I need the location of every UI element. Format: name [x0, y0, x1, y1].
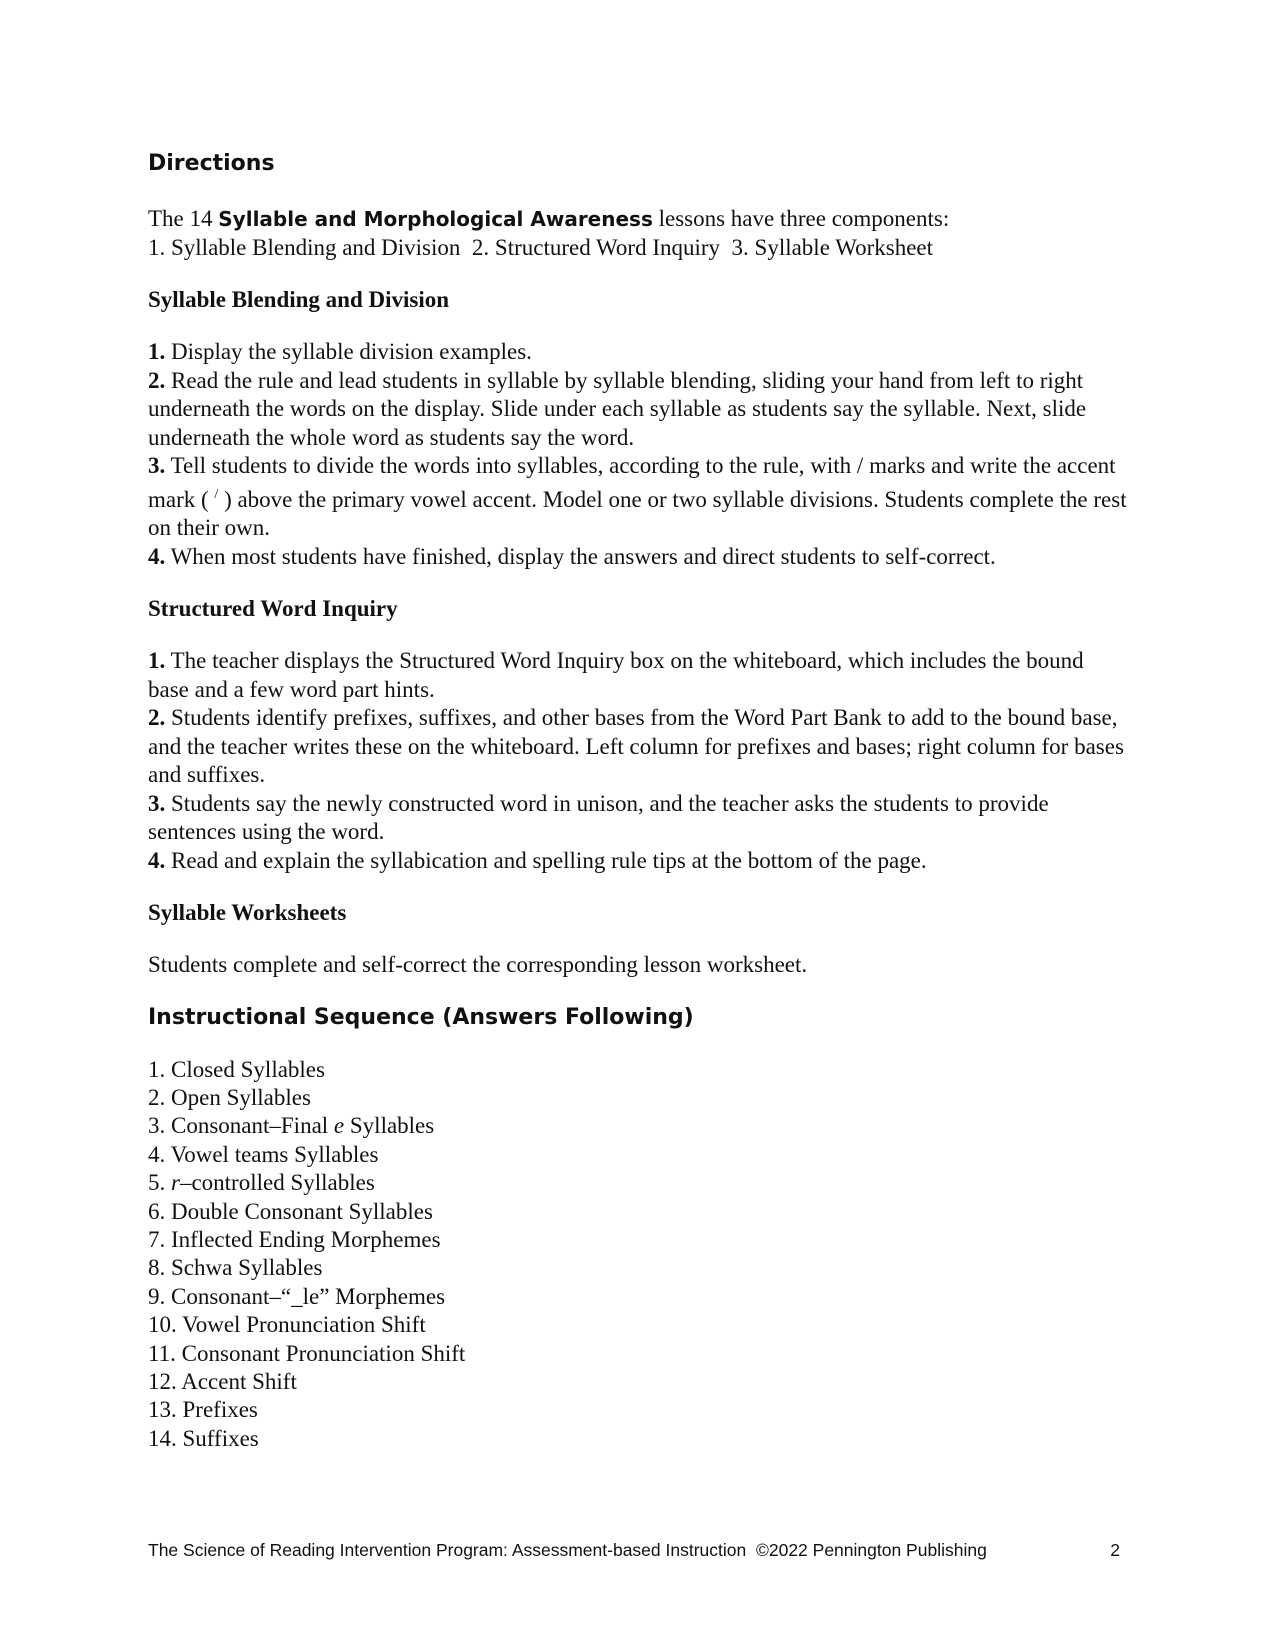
- sequence-heading: Instructional Sequence (Answers Following): [148, 1004, 694, 1030]
- step-text: The teacher displays the Structured Word Inquiry box on the whiteboard, which includes the bound base and a few word part hints.: [148, 648, 1084, 702]
- step-number: 1.: [148, 648, 166, 673]
- blending-step-1: [148, 338, 1128, 367]
- item-italic: e: [333, 1113, 345, 1139]
- item-text: –controlled Syllables: [179, 1170, 375, 1196]
- item-italic: r: [171, 1170, 180, 1196]
- list-item: [148, 1084, 1128, 1112]
- list-item: [148, 1340, 1128, 1368]
- item-text: 11. Consonant Pronunciation Shift: [148, 1340, 466, 1366]
- step-text: Read the rule and lead students in syllable by syllable blending, sliding your hand from left to right underneath the words on the display. Slide under each syllable as students say the syllable. Next, slide underneath the whole word as students say the word.: [148, 367, 1087, 450]
- item-text: 8. Schwa Syllables: [148, 1255, 323, 1281]
- directions-heading: Directions: [148, 151, 275, 176]
- item-text: 3. Consonant–Final: [148, 1113, 334, 1139]
- list-item: [148, 1169, 1128, 1197]
- list-item: [148, 1198, 1128, 1226]
- step-number: 2.: [148, 705, 166, 730]
- inquiry-step-4: [148, 847, 1128, 876]
- intro-bold-title: Syllable and Morphological Awareness: [218, 207, 653, 231]
- item-text: Syllables: [344, 1113, 435, 1139]
- item-text: 9. Consonant–“_le” Morphemes: [148, 1283, 446, 1309]
- item-text: 10. Vowel Pronunciation Shift: [148, 1312, 426, 1338]
- blending-step-2: [148, 367, 1128, 453]
- list-item: [148, 1226, 1128, 1254]
- blending-step-3: [148, 452, 1128, 543]
- page-footer: [148, 1540, 1120, 1561]
- item-text: 5.: [148, 1170, 171, 1196]
- step-text: Display the syllable division examples.: [165, 339, 532, 364]
- step-text: Students identify prefixes, suffixes, and other bases from the Word Part Bank to add to the bound base, and the teacher writes these on the whiteboard. Left column for prefixes and bases; right column for bases and suffixes.: [148, 705, 1124, 787]
- item-text: 7. Inflected Ending Morphemes: [148, 1226, 441, 1252]
- blending-step-4: [148, 543, 1128, 572]
- list-item: [148, 1112, 1128, 1140]
- step-number: 3.: [148, 453, 166, 478]
- step-text: Read and explain the syllabication and spelling rule tips at the bottom of the page.: [165, 847, 927, 873]
- worksheets-text: Students complete and self-correct the corresponding lesson worksheet.: [148, 952, 808, 977]
- item-text: 6. Double Consonant Syllables: [148, 1198, 433, 1224]
- item-text: 12. Accent Shift: [148, 1368, 297, 1394]
- item-text: 4. Vowel teams Syllables: [148, 1141, 379, 1167]
- step-text: ) above the primary vowel accent. Model one or two syllable divisions. Students complete the rest on their own.: [148, 486, 1127, 540]
- footer-text: The Science of Reading Intervention Program: Assessment-based Instruction ©2022 Pennington Publishing: [148, 1540, 987, 1560]
- step-number: 4.: [148, 543, 166, 569]
- document-page: [148, 150, 1128, 1453]
- step-text: Tell students to divide the words into syllables, according to the rule, with / marks and write the accent mark (: [148, 453, 1116, 512]
- sequence-list: [148, 1056, 1128, 1454]
- list-item: [148, 1254, 1128, 1282]
- item-text: 14. Suffixes: [148, 1425, 259, 1451]
- worksheets-heading: Syllable Worksheets: [148, 900, 347, 925]
- accent-mark: /: [214, 486, 219, 502]
- step-number: 1.: [148, 339, 166, 364]
- step-number: 3.: [148, 790, 166, 816]
- list-item: [148, 1141, 1128, 1169]
- intro-paragraph: [148, 205, 1128, 234]
- list-item: [148, 1396, 1128, 1424]
- intro-text-pre: The 14: [148, 206, 219, 231]
- list-item: [148, 1056, 1128, 1084]
- list-item: [148, 1311, 1128, 1339]
- item-text: 2. Open Syllables: [148, 1084, 311, 1110]
- list-item: [148, 1425, 1128, 1453]
- step-text: Students say the newly constructed word in unison, and the teacher asks the students to provide sentences using the word.: [148, 790, 1049, 844]
- blending-heading: Syllable Blending and Division: [148, 287, 450, 312]
- item-text: 13. Prefixes: [148, 1397, 258, 1423]
- inquiry-step-1: [148, 647, 1128, 704]
- step-number: 4.: [148, 847, 166, 873]
- components-line: 1. Syllable Blending and Division 2. Structured Word Inquiry 3. Syllable Worksheet: [148, 234, 934, 260]
- inquiry-step-2: [148, 704, 1128, 790]
- step-text: When most students have finished, display the answers and direct students to self-correct.: [165, 543, 996, 569]
- inquiry-step-3: [148, 790, 1128, 847]
- item-text: 1. Closed Syllables: [148, 1056, 325, 1082]
- intro-text-post: lessons have three components:: [652, 206, 950, 231]
- list-item: [148, 1283, 1128, 1311]
- inquiry-heading: Structured Word Inquiry: [148, 596, 398, 621]
- list-item: [148, 1368, 1128, 1396]
- page-number: 2: [1110, 1540, 1120, 1560]
- step-number: 2.: [148, 367, 166, 393]
